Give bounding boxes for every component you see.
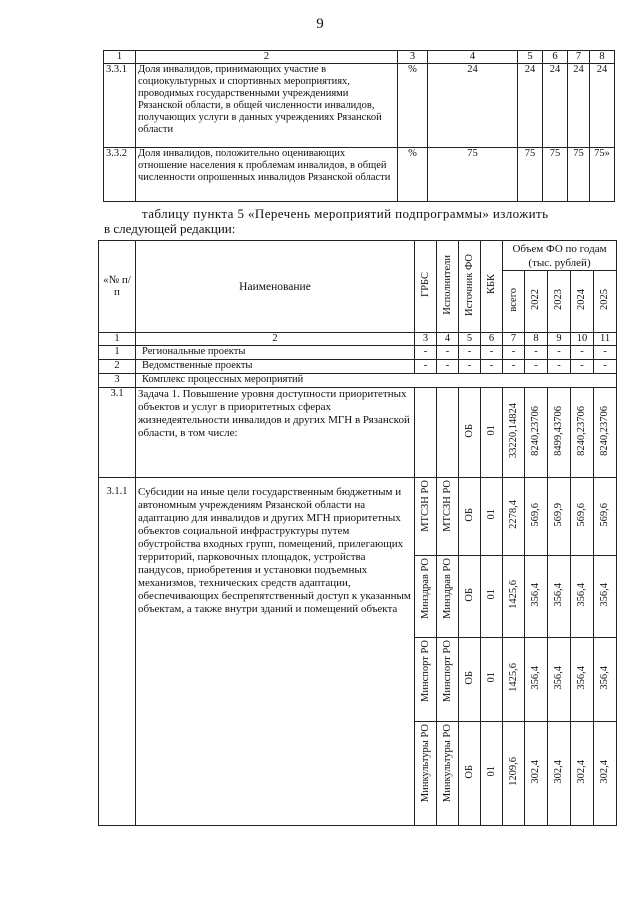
header-kbk — [481, 241, 503, 333]
year-2024-text: 8240,23706 — [576, 405, 587, 456]
total-text: 1425,6 — [507, 663, 519, 692]
year-2022-text: 8240,23706 — [530, 405, 541, 456]
year-cell — [525, 556, 548, 638]
row-name: Доля инвалидов, положительно оценивающих отношение населения к проблемам инвалидов, в общей численности опрошенных инвалидов Рязанской области — [136, 148, 398, 202]
dash-cell: - — [548, 360, 571, 374]
header-2024-text: 2024 — [576, 289, 587, 310]
kbk-text: 01 — [485, 766, 497, 777]
row-value: 75» — [590, 148, 615, 202]
row-value: 24 — [543, 64, 568, 148]
row-value: 75 — [568, 148, 590, 202]
year-cell — [594, 556, 617, 638]
intro-text — [104, 206, 614, 236]
kbk-text: 01 — [485, 589, 497, 600]
dash-cell: - — [525, 360, 548, 374]
dash-cell: - — [481, 346, 503, 360]
year-2024-text: 569,6 — [576, 502, 587, 527]
grbs-text: Минкультуры РО — [419, 724, 431, 803]
dash-cell: - — [594, 360, 617, 374]
grbs-text: МТСЗН РО — [419, 480, 431, 532]
row-number: 3.1.1 — [99, 478, 136, 826]
year-2024-text: 356,4 — [576, 665, 587, 690]
measures-table — [98, 240, 617, 826]
kbk-cell — [481, 388, 503, 478]
dash-cell: - — [594, 346, 617, 360]
year-2022-text: 356,4 — [530, 665, 541, 690]
year-2022-text: 302,4 — [530, 759, 541, 784]
header-cell: 5 — [518, 51, 543, 64]
year-cell — [525, 722, 548, 826]
year-cell — [548, 638, 571, 722]
header-exec-text: Исполнители — [441, 254, 453, 315]
dash-cell: - — [481, 360, 503, 374]
header-source-text: Источник ФО — [463, 253, 475, 316]
total-cell — [503, 556, 525, 638]
year-2023-text: 302,4 — [553, 759, 564, 784]
header-2024 — [571, 271, 594, 333]
dash-cell: - — [415, 346, 437, 360]
header-num — [99, 241, 136, 333]
year-cell — [571, 722, 594, 826]
year-2025-text: 569,6 — [599, 502, 611, 527]
year-cell — [548, 722, 571, 826]
year-cell — [548, 556, 571, 638]
year-2023-text: 356,4 — [553, 582, 564, 607]
source-text: ОБ — [463, 587, 475, 602]
row-value: 75 — [428, 148, 518, 202]
table-row — [99, 360, 617, 374]
kbk-cell — [481, 638, 503, 722]
year-cell — [594, 478, 617, 556]
kbk-cell — [481, 722, 503, 826]
row-unit: % — [398, 148, 428, 202]
source-text: ОБ — [463, 423, 475, 438]
colnum-cell: 3 — [415, 333, 437, 346]
year-2024-text: 356,4 — [576, 582, 587, 607]
total-cell — [503, 478, 525, 556]
colnum-cell: 10 — [571, 333, 594, 346]
header-exec — [437, 241, 459, 333]
row-value: 24 — [428, 64, 518, 148]
row-name: Ведомственные проекты — [136, 360, 415, 374]
source-cell — [459, 638, 481, 722]
column-number-row — [99, 333, 617, 346]
year-cell — [571, 478, 594, 556]
total-text: 1209,6 — [507, 757, 519, 786]
colnum-cell: 4 — [437, 333, 459, 346]
year-2023-text: 8499,43706 — [553, 405, 564, 456]
year-cell — [548, 478, 571, 556]
source-cell — [459, 556, 481, 638]
exec-cell — [437, 556, 459, 638]
dash-cell: - — [571, 360, 594, 374]
dash-cell: - — [571, 346, 594, 360]
year-cell — [525, 638, 548, 722]
row-value: 24 — [590, 64, 615, 148]
total-cell — [503, 388, 525, 478]
row-number: 3.1 — [99, 388, 136, 478]
total-text: 2278,4 — [507, 500, 519, 529]
header-volume: Объем ФО по годам (тыс. рублей) — [503, 241, 617, 271]
row-name: Доля инвалидов, принимающих участие в социокультурных и спортивных мероприятиях, проводимых государственными учреждениями Рязанской области, в общей численности инвалидов, получающих услуги в данных учреждениях Рязанской области — [136, 64, 398, 148]
header-num-text: «№ п/п — [103, 274, 131, 298]
dash-cell: - — [415, 360, 437, 374]
total-text: 33220,14824 — [507, 402, 519, 459]
row-name: Субсидии на иные цели государственным бюджетным и автономным учреждениям Рязанской области на адаптацию для инвалидов и других МГН приоритетных объектов социальной инфраструктуры путем обустройства входных групп, помещений, прилегающих территорий, парковочных площадок, устройства пандусов, приобретения и установки подъемных механизмов, технических средств адаптации, обеспечивающих беспрепятственный доступ к указанным объектам, а также внутри зданий и помещений объекта — [136, 478, 415, 826]
row-value: 75 — [543, 148, 568, 202]
exec-text: Минспорт РО — [441, 640, 453, 702]
header-cell: 4 — [428, 51, 518, 64]
year-cell — [525, 388, 548, 478]
row-name: Задача 1. Повышение уровня доступности приоритетных объектов и услуг в приоритетных сферах жизнедеятельности инвалидов и других МГН в Рязанской области, в том числе: — [136, 388, 415, 478]
kbk-text: 01 — [485, 425, 497, 436]
header-row — [99, 241, 617, 271]
header-cell: 7 — [568, 51, 590, 64]
exec-text: Минздрав РО — [441, 558, 453, 619]
header-2025 — [594, 271, 617, 333]
total-cell — [503, 638, 525, 722]
grbs-cell — [415, 638, 437, 722]
page-number: 9 — [316, 16, 324, 32]
grbs-text: Минздрав РО — [419, 558, 431, 619]
year-2025-text: 302,4 — [599, 759, 611, 784]
row-number: 3 — [99, 374, 136, 388]
source-cell — [459, 388, 481, 478]
kbk-cell — [481, 478, 503, 556]
total-text: 1425,6 — [507, 580, 519, 609]
colnum-cell: 2 — [136, 333, 415, 346]
row-number: 3.3.2 — [104, 148, 136, 202]
table-row — [104, 148, 615, 202]
header-cell: 1 — [104, 51, 136, 64]
source-text: ОБ — [463, 764, 475, 779]
year-2023-text: 356,4 — [553, 665, 564, 690]
header-total-text: всего — [507, 287, 519, 312]
header-cell: 2 — [136, 51, 398, 64]
grbs-text: Минспорт РО — [419, 640, 431, 702]
dash-cell: - — [437, 360, 459, 374]
year-2022-text: 569,6 — [530, 502, 541, 527]
year-cell — [571, 388, 594, 478]
header-2022-text: 2022 — [530, 289, 541, 310]
intro-line-1: таблицу пункта 5 «Перечень мероприятий подпрограммы» изложить — [142, 206, 549, 221]
dash-cell: - — [525, 346, 548, 360]
header-2023 — [548, 271, 571, 333]
row-number: 3.3.1 — [104, 64, 136, 148]
header-kbk-text: КБК — [485, 274, 497, 295]
year-2025-text: 356,4 — [599, 665, 611, 690]
header-2025-text: 2025 — [599, 289, 611, 310]
row-name: Комплекс процессных мероприятий — [136, 374, 617, 388]
colnum-cell: 8 — [525, 333, 548, 346]
table-row — [99, 374, 617, 388]
dash-cell: - — [503, 360, 525, 374]
year-cell — [571, 556, 594, 638]
dash-cell: - — [548, 346, 571, 360]
colnum-cell: 6 — [481, 333, 503, 346]
colnum-cell: 9 — [548, 333, 571, 346]
task-row — [99, 388, 617, 478]
row-number: 1 — [99, 346, 136, 360]
year-2024-text: 302,4 — [576, 759, 587, 784]
row-number: 2 — [99, 360, 136, 374]
row-value: 75 — [518, 148, 543, 202]
header-cell: 8 — [590, 51, 615, 64]
indicators-table — [103, 50, 615, 202]
exec-cell — [437, 638, 459, 722]
source-cell — [459, 722, 481, 826]
exec-text: Минкультуры РО — [441, 724, 453, 803]
colnum-cell: 7 — [503, 333, 525, 346]
year-cell — [571, 638, 594, 722]
header-2022 — [525, 271, 548, 333]
grbs-cell — [415, 722, 437, 826]
row-name: Региональные проекты — [136, 346, 415, 360]
year-2025-text: 356,4 — [599, 582, 611, 607]
header-grbs — [415, 241, 437, 333]
dash-cell: - — [437, 346, 459, 360]
year-cell — [548, 388, 571, 478]
kbk-text: 01 — [485, 509, 497, 520]
year-cell — [594, 388, 617, 478]
kbk-text: 01 — [485, 672, 497, 683]
sub-row — [99, 478, 617, 556]
colnum-cell: 1 — [99, 333, 136, 346]
exec-cell — [437, 722, 459, 826]
colnum-cell: 11 — [594, 333, 617, 346]
header-total — [503, 271, 525, 333]
header-source — [459, 241, 481, 333]
colnum-cell: 5 — [459, 333, 481, 346]
intro-line-2: в следующей редакции: — [104, 221, 236, 236]
source-text: ОБ — [463, 670, 475, 685]
table-row — [104, 64, 615, 148]
exec-text: МТСЗН РО — [441, 480, 453, 532]
year-cell — [594, 638, 617, 722]
total-cell — [503, 722, 525, 826]
source-text: ОБ — [463, 507, 475, 522]
kbk-cell — [481, 556, 503, 638]
source-cell — [459, 478, 481, 556]
year-2022-text: 356,4 — [530, 582, 541, 607]
dash-cell: - — [459, 360, 481, 374]
exec-cell — [437, 478, 459, 556]
grbs-cell — [415, 478, 437, 556]
row-value: 24 — [568, 64, 590, 148]
row-value: 24 — [518, 64, 543, 148]
header-cell: 3 — [398, 51, 428, 64]
empty-cell — [437, 388, 459, 478]
table-header-row — [104, 51, 615, 64]
table-row — [99, 346, 617, 360]
year-cell — [525, 478, 548, 556]
empty-cell — [415, 388, 437, 478]
year-2023-text: 569,9 — [553, 502, 564, 527]
header-2023-text: 2023 — [553, 289, 564, 310]
header-cell: 6 — [543, 51, 568, 64]
year-cell — [594, 722, 617, 826]
dash-cell: - — [503, 346, 525, 360]
year-2025-text: 8240,23706 — [599, 405, 611, 456]
dash-cell: - — [459, 346, 481, 360]
row-unit: % — [398, 64, 428, 148]
header-name: Наименование — [136, 241, 415, 333]
header-grbs-text: ГРБС — [419, 272, 431, 297]
grbs-cell — [415, 556, 437, 638]
